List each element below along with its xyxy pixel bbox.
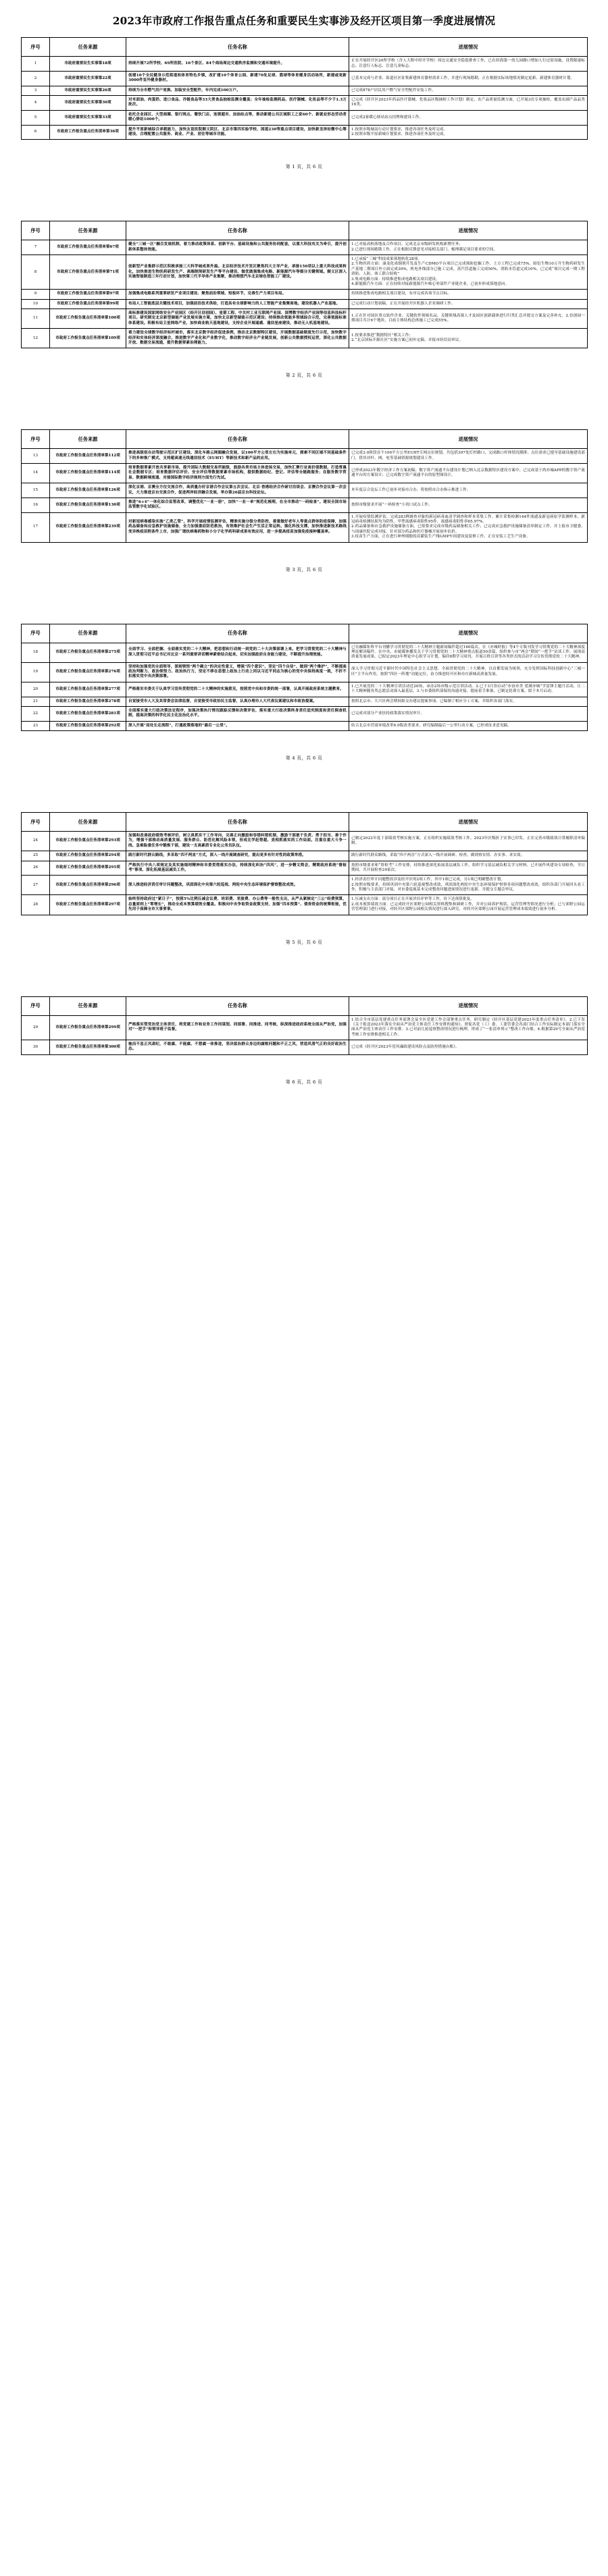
table-row: [22, 682, 588, 697]
cell-progress: 1.正在针对园区重点软件企业、关键软件领域名品、关键领域高端人才及园区创新载体进行归类汇总并提交方案及完善补充。2.信创园一期项目共计6个地块，目前主体结构总体施工已完成55%。: [349, 309, 588, 329]
column-header-name: 任务名称: [126, 221, 349, 240]
cell-index: 19: [22, 662, 50, 682]
cell-source: 市政府工作报告重点任务清单第109项: [50, 329, 126, 348]
cell-index: 28: [22, 895, 50, 915]
cell-task-name: 健全“三城一区”融合发展机制，着力推动政策体系、创新平台、基础设施和公共服务协同配套，以重大科技攻关为牵引，提升创新体系整体效能。: [126, 240, 349, 255]
column-header-name: 任务名称: [126, 38, 349, 57]
table-row: [22, 329, 588, 348]
cell-progress: 1.按照市级城南行动计划要求，推进各项任务及时完成。 2.按照市级平原新城计划要求，推进各项任务及时完成。: [349, 125, 588, 140]
page-content: [0, 781, 608, 965]
cell-progress: 已完成3.0阶段首个100平方公里EUHT专网点位规划，共包括307处灯控路口，完成路口杆体情况摸排；点位需求已提至基础设施建设部门，供其对杆、网、电等基础资源规划建设工作。: [349, 449, 588, 464]
table-row: [22, 96, 588, 111]
column-header-source: 任务来源: [50, 38, 126, 57]
cell-task-name: 全面落实重大行政决策法定程序，加强决策执行情况跟踪反馈和决策评估，落实重大行政决策终身责任追究制度和责任倒查机制，提高决策的科学化民主化法治化水平。: [126, 706, 349, 721]
page-footer: 第 2 页，共 6 页: [285, 373, 323, 379]
footer-gap: [21, 915, 587, 938]
page-content: [0, 190, 608, 398]
column-header-index: 序号: [22, 221, 50, 240]
cell-source: 市政府工作报告重点任务清单第294项: [50, 851, 126, 861]
cell-source: 市政府工作报告重点任务清单第100项: [50, 309, 126, 329]
cell-source: 市政府工作报告重点任务清单第71项: [50, 255, 126, 290]
column-header-index: 序号: [22, 996, 50, 1015]
cell-source: 市政府工作报告重点任务清单第67项: [50, 240, 126, 255]
cell-task-name: 践行新时代群众路线，多采取“四不两直”方式，深入一线开展调查研究，提出更多有针对性的政策举措。: [126, 851, 349, 861]
cell-source: 市政府工作报告重点任务清单第292项: [50, 721, 126, 730]
page-content: [0, 0, 608, 190]
cell-source: 市政府重要民生实事第33项: [50, 110, 126, 125]
cell-task-name: 深入推进经济责任审计问题整改，巩固深化中央第六轮巡视、两轮中央生态环境保护督察整改成效。: [126, 876, 349, 895]
table-body: [22, 449, 588, 542]
cell-progress: 已制定2022年度干部绩效考核实施方案，正在组织实施绩效考核工作。2023年区级折子实事已印发。正在完善市级绩效日常履职清单编制。: [349, 832, 588, 851]
cell-index: 1: [22, 57, 50, 72]
cell-index: 26: [22, 861, 50, 876]
table-row: [22, 240, 588, 255]
cell-progress: 已完成行动计划初稿。正在开展经开区机器人企业调研工作。: [349, 299, 588, 308]
cell-index: 20: [22, 682, 50, 697]
footer-gap: [21, 731, 587, 754]
page-content: [0, 593, 608, 782]
column-header-source: 任务来源: [50, 996, 126, 1015]
cell-task-name: 培育数据要素开放共享新市场，提升国际大数据交易所能级，鼓励各类市场主体进场交易，加快汇聚行业高价值数据，打造普惠社会数据专区；培育数据评估评价、安全评估等数据要素市场机构，提供数据经纪、登记、评估等全链路服务；在服务数字贸易、数据跨境流通、对接国际数字经济规则方面先行先试。: [126, 464, 349, 483]
cell-progress: 已完成878户居民用户燃气安全型配件安装工作。: [349, 86, 588, 95]
footer-gap: [21, 348, 587, 371]
cell-source: 市政府工作报告重点任务清单第299项: [50, 1015, 126, 1040]
page-bottom-gap: [21, 378, 587, 398]
document-page: [0, 593, 608, 782]
cell-source: 市政府工作报告重点任务清单第275项: [50, 643, 126, 662]
page-footer: 第 3 页，共 6 页: [285, 566, 323, 572]
column-header-name: 任务名称: [126, 813, 349, 832]
table-row: [22, 851, 588, 861]
document-page: [0, 965, 608, 1105]
table-row: [22, 876, 588, 895]
page-footer: 第 4 页，共 6 页: [285, 755, 323, 761]
cell-index: 29: [22, 1015, 50, 1040]
column-header-progress: 进展情况: [349, 996, 588, 1015]
cell-index: 22: [22, 706, 50, 721]
document-root: [0, 0, 608, 1105]
cell-source: 市政府工作报告重点任务清单第97项: [50, 290, 126, 299]
cell-source: 市政府工作报告重点任务清单第36项: [50, 125, 126, 140]
cell-index: 23: [22, 721, 50, 730]
cell-task-name: 严格落实管党治党主体责任，将党建工作和业务工作同谋划、同部署、同推进、同考核，纵深推进政府系统全面从严治党，加强对“一把手”和领导班子监督。: [126, 1015, 349, 1040]
cell-index: 30: [22, 1040, 50, 1055]
column-header-index: 序号: [22, 813, 50, 832]
cell-task-name: 驰而不息正风肃纪，不敢腐、不能腐、不想腐一体推进，坚决惩治群众身边的腐败问题和不正之风，营造风清气正的良好政治生态。: [126, 1040, 349, 1055]
cell-index: 15: [22, 483, 50, 498]
table-row: [22, 1015, 588, 1040]
cell-source: 市政府工作报告重点任务清单第293项: [50, 832, 126, 851]
cell-source: 市政府工作报告重点任务清单第297项: [50, 895, 126, 915]
cell-progress: 1.结合全市基层党建重点任务部署会及全区党建工作会部署重点任务，研究制定《经开区基层党建2023年度重点任务清单》。2.已下发《关于报送2023年落实全面从严治党主体责任工作安排的通知》，督促各党（工）委、工委管委会各部门结合工作实际制定本部门落实全面从严治党主体责任工作安排。3.已对前几轮巡察整改情况进行梳理，形成了“一张清单列示”整改工作台账。4.根据第29号全面从严治党考核工作安排推进相关工作。: [349, 1015, 588, 1040]
table-header-row: [22, 996, 588, 1015]
column-header-source: 任务来源: [50, 624, 126, 643]
pages-container: [0, 0, 608, 1105]
cell-task-name: 坚持和加强党的全面领导，深刻领悟“两个确立”的决定性意义，增强“四个意识”、坚定“四个自信”、做到“两个维护”，不断提高政治判断力、政治领悟力、政治执行力，坚定不移在思想上政治上行动上同以习近平同志为核心的党中央保持高度一致，不折不扣落实党中央决策部署。: [126, 662, 349, 682]
cell-progress: 1.开展疫情监测评估，完成283例调查对象的新冠病毒血清学调查和样本采集工作。累计采集检测144件流感及新冠病原学监测样本，新冠病毒检测结果均为阴性，甲型流感病毒阳性95件，流感病毒阳性率65.97%。 2.药品储备和应急救护设施储备方面，已按要求完成市级药品储备相关工作；已完成应急救护设施储备清单制定工作，并上报市卫健委。与国康医院完成对接，针对部分药品和医疗器械开展初步估价。 3.疫苗生产方面，正在进行神州细胞疫苗灌装生产线GMP车间建设及装修工作，正在安装工艺生产设备。: [349, 512, 588, 542]
cell-progress: 结合北京市营商环境改革6.0版改革要求，研究编制最后一公里行动方案，已形成征求意见稿。: [349, 721, 588, 730]
document-page: [0, 781, 608, 965]
cell-task-name: 始终坚持政府过“紧日子”，按照5%比例压减会议费、培训费、差旅费、办公费等一般性支出，从严从紧核定“三公”经费预算，总量原则上“零增长”，推动全成本预算绩效全覆盖。积极向中央争取资金政策支持，加强“四本预算”、债券资金的统筹衔接，优先用于保障全市大事要事。: [126, 895, 349, 915]
cell-task-name: 深入开展“局处长走流程”，打通政策落地的“最后一公里”。: [126, 721, 349, 730]
page-footer: 第 1 页，共 6 页: [285, 164, 323, 170]
table-body: [22, 57, 588, 140]
task-table: [21, 221, 588, 348]
page-title: 2023年市政府工作报告重点任务和重要民生实事涉及经开区项目第一季度进展情况: [112, 15, 496, 27]
cell-source: 市政府工作报告重点任务清单第112项: [50, 449, 126, 464]
page-bottom-gap: [21, 169, 587, 190]
cell-source: 市政府重要民生实事第26项: [50, 86, 126, 95]
cell-task-name: 推进“6+4”一体化综合监管改革，调整优化“一业一册”，加快“一业一单”规范化梳理，在全市推动“一码检查”。建设全国市场监管数字化试验区。: [126, 498, 349, 512]
cell-source: 市政府工作报告重点任务清单第281项: [50, 706, 126, 721]
table-row: [22, 706, 588, 721]
cell-task-name: 推进高级别自动驾驶示范区扩区建设、深化车路云网图融合发展，以100平方公里左右为实施单元，探索不同区域不同基础条件下的多种推广模式、支持超高速无线通信技术（EUHT）等新技术和新产品的应用。: [126, 449, 349, 464]
cell-index: 9: [22, 290, 50, 299]
cell-progress: 按照市级要求和“督检考”工作安排，持续推进深化拓展基层减负工作，组织学习基层减负相关学习材料。已开展作风建设专项检查，节日期间，共开展检查24家次。: [349, 861, 588, 876]
cell-source: 市政府工作报告重点任务清单第114项: [50, 464, 126, 483]
table-header: [22, 624, 588, 643]
table-body: [22, 832, 588, 915]
table-body: [22, 643, 588, 731]
page-content: [0, 398, 608, 592]
column-header-progress: 进展情况: [349, 624, 588, 643]
column-header-source: 任务来源: [50, 221, 126, 240]
table-row: [22, 299, 588, 308]
table-header: [22, 813, 588, 832]
cell-source: 市政府工作报告重点任务清单第300项: [50, 1040, 126, 1055]
cell-progress: 已形成2023年数字经济工作方案初稿；数字资产流通平台建设计划已纳入北京数据特区建设方案中；已完成基于尚亦城APP的数字资产流通平台的方案设计；已完成数字资产流通平台的原型图设计。: [349, 464, 588, 483]
column-header-name: 任务名称: [126, 430, 349, 449]
table-row: [22, 449, 588, 464]
cell-source: 市政府重要民生实事第18项: [50, 57, 126, 72]
footer-gap: [21, 140, 587, 163]
column-header-source: 任务来源: [50, 813, 126, 832]
cell-task-name: 自觉接受市人大及其常委会法律监督，自觉接受市政协民主监督，认真办理市人大代表议案建议和市政协提案。: [126, 697, 349, 706]
cell-source: 市政府工作报告重点任务清单第239项: [50, 512, 126, 542]
cell-progress: 已完成对部分产业扶持政策落实情况审计。: [349, 706, 588, 721]
cell-index: 10: [22, 299, 50, 308]
page-bottom-gap: [21, 572, 587, 593]
cell-index: 24: [22, 832, 50, 851]
cell-task-name: 严格落实市委关于认真学习宣传贯彻党的二十大精神的实施意见，按照党中央和市委的统一部署，认真开展政府系统主题教育。: [126, 682, 349, 697]
cell-task-name: 创新型产业集群示范区积极承接三大科学城成果外溢。北京经济技术开发区聚焦四大主导产业，承接150项以上重大科技成果转化，加快推进生物医药研发生产、高端制剂研发生产等平台建设、做优做强集成电路、新能源汽车等细分关键领域。顺义区深入实施智能制造三年行动计划，加快第三代半导体产业集聚，推动理想汽车北京绿色智能工厂建设。: [126, 255, 349, 290]
table-row: [22, 895, 588, 915]
cell-index: 27: [22, 876, 50, 895]
cell-progress: 1.已承接“三城”科技成果落地转化28项。 2.生物医药方面：康龙化成制剂开发及生产CDMO平台项目已完成预防挖掘工作，土方工程已完成75%。昭衍生物10万升生物药研发生产基地二期项目外立面完成30%，机电外线部分已施工完成。蒸汽管道施工完成50%，消防水管道完成10%。已完成“项目完成一期工程消防、人防、竣工联合验收” 3.集成电路方面：持续推进集成电路相关项目建设。 4.新能源汽车方面：正在持续对接新能源汽车核心零部件产业链企业，已初步形成落地意向。: [349, 255, 588, 290]
cell-task-name: 布局人工智能底层关键技术项目，加强前沿技术供给，打造具有全球影响力的人工智能产业集聚高地。建设机器人产业基地。: [126, 299, 349, 308]
page-top-spacer: [21, 593, 587, 624]
cell-source: 市政府工作报告重点任务清单第296项: [50, 876, 126, 895]
cell-source: 市政府工作报告重点任务清单第126项: [50, 483, 126, 498]
document-page: [0, 190, 608, 398]
table-header: [22, 38, 588, 57]
page-bottom-gap: [21, 1085, 587, 1105]
table-header-row: [22, 813, 588, 832]
task-table: [21, 429, 588, 542]
cell-progress: 已基本完成与企业、街道社区征集新建体育器材需求工作，并进行现场踏勘，正在根据实际场地情况制定更新、新建体育器材计划。: [349, 71, 588, 86]
cell-source: 市政府重要民生实事第22项: [50, 71, 126, 86]
table-header-row: [22, 221, 588, 240]
footer-gap: [21, 543, 587, 566]
column-header-name: 任务名称: [126, 996, 349, 1015]
column-header-progress: 进展情况: [349, 38, 588, 57]
table-header-row: [22, 38, 588, 57]
page-bottom-gap: [21, 945, 587, 965]
cell-progress: 践行新时代群众路线，采取“四不两直”方式深入一线开展调研、检查，做到察实情、办实事、求实效。: [349, 851, 588, 861]
cell-index: 17: [22, 512, 50, 542]
table-row: [22, 86, 588, 95]
page-footer: 第 6 页，共 6 页: [285, 1079, 323, 1085]
footer-gap: [21, 1055, 587, 1078]
table-row: [22, 57, 588, 72]
cell-task-name: 创建10个全民健身示范街道和体育特色乡镇，改扩建10个体育公园、新建70处足球、篮球等体育健身活动场所，新建或更新3000件室外健身器材。: [126, 71, 349, 86]
cell-task-name: 持续开展72所学校、69所医院、16个景区、84个商场周边交通秩序监测和交通环境提升。: [126, 57, 349, 72]
page-content: [0, 965, 608, 1105]
table-header: [22, 430, 588, 449]
cell-index: 8: [22, 255, 50, 290]
cell-source: 市政府工作报告重点任务清单第276项: [50, 662, 126, 682]
column-header-index: 序号: [22, 38, 50, 57]
column-header-progress: 进展情况: [349, 430, 588, 449]
cell-task-name: 对米面油、肉蛋奶、进口食品、冷链食品等33大类食品抽检监测全覆盖；全年抽检监测药品、医疗器械、化妆品等不少于1.3万批次。: [126, 96, 349, 111]
cell-source: 市政府工作报告重点任务清单第278项: [50, 697, 126, 706]
cell-task-name: 着力建设全球数字经济标杆城市，落实北京数字经济促进条例，推动北京数据特区建设，开展数据基础制度先行示范，加快数字经济和实体经济深度融合，推进数字产业化和产业数字化，推动数字经济全产业链发展，创新公共数据授权运营，深化公共数据开放、数据交易流通，提升数据要素治理能力。: [126, 329, 349, 348]
task-table: [21, 812, 588, 915]
cell-index: 4: [22, 96, 50, 111]
table-row: [22, 290, 588, 299]
cell-index: 14: [22, 464, 50, 483]
table-row: [22, 512, 588, 542]
table-row: [22, 71, 588, 86]
table-row: [22, 861, 588, 876]
cell-index: 11: [22, 309, 50, 329]
cell-task-name: 依托企业园区、大型商圈、银行网点、餐饮门店、连锁超市、加油站点等，推动新建公共区域职工之家60个、新就业形态劳动者暖心驿站1000个。: [126, 110, 349, 125]
task-table: [21, 37, 588, 140]
page-top-spacer: [21, 190, 587, 221]
column-header-name: 任务名称: [126, 624, 349, 643]
cell-source: 市政府重要民生实事第30项: [50, 96, 126, 111]
table-row: [22, 110, 588, 125]
cell-progress: 1.压减支出方面：部分项目正在开展评估评审等工作，待下达预算批复。 2.成本预算绩效方面：已完成经开区郊野公园相关资料搜集和调研工作，并对公园养护现状、运营管理等情况进行分析；已与郊野公园运营管理部门进行对接，对经开区郊野公园相关情况进行深入研究，对经开区郊野公园开展运营管理成本绩效进行初步分析。: [349, 895, 588, 915]
cell-progress: 深入学习贯彻习近平新时代中国特色社会主义思想，全面贯彻党的二十大精神，以首都发展为统领，充分发挥国际科技创新中心“三城一区”主平台作用，按照“四区一阵地”功能定位，奋力推进经开区和亦庄新城高质量发展。: [349, 662, 588, 682]
table-header: [22, 221, 588, 240]
column-header-index: 序号: [22, 624, 50, 643]
table-body: [22, 1015, 588, 1054]
cell-progress: 已完成《经开区2023年党风廉政建设风险点及防控措施台账》。: [349, 1040, 588, 1055]
cell-index: 7: [22, 240, 50, 255]
cell-index: 21: [22, 697, 50, 706]
cell-task-name: 深化京港、京澳全方位交流合作，高质量办好京港合作会议第五次会议、北京·香港经济合作研讨洽谈会、京澳合作会议第一次会议，大力推进京台交流合作，促进两岸经济融合发展，举办第26届京台科技论坛。: [126, 483, 349, 498]
document-page: [0, 0, 608, 190]
cell-source: 市政府工作报告重点任务清单第277项: [50, 682, 126, 697]
cell-source: 市政府工作报告重点任务清单第99项: [50, 299, 126, 308]
cell-progress: 已完成《经开区2023年药品医疗器械、化妆品区级抽检工作计划》制定，农产品质量监测方面，已开展3次专项抽检，覆盖农副产品品类16类。: [349, 96, 588, 111]
cell-progress: 已在融媒矩阵平台刊播学习贯彻党的二十大精神主题新闻稿件超过160篇次，在《亦城时报》等4个专版刊发学习贯彻党的二十大精神深度理论解读稿件。在中央、市属媒体播发关于学习贯彻党的二十大精神重点报道50余篇，组织参与市“两会”期间“一把手”访谈工作，展现高质量发展成果。已拟定2023年理论中心组学习计划，编印8期学习周刊，开展百姓宣讲等各类形式的活动学习宣传贯彻党的二十大精神。: [349, 643, 588, 662]
cell-progress: 1.已对接高校落地及合作项目、完成北京市级研发机构新增任务； 2.已进行现场踏勘工作，正在根据反馈意见对接相关部门，梳理满足项目要求的空间。: [349, 240, 588, 255]
cell-index: 18: [22, 643, 50, 662]
cell-task-name: 对新冠病毒感染实施“乙类乙管”，科学开展疫情监测评估，精准实施分级分类防控，着重做好老年人等重点群体防疫保障，加强药品储备和应急救护设施储备，全力加强重症防范救治，有效维护社会生产生活正常运转。强化科技支撑，加快推进新技术路线变异株疫苗附条件上市，加强广谱抗病毒药物和小分子化学药科研成果有效应用，进一步提高疫苗加强免疫接种覆盖率。: [126, 512, 349, 542]
cell-progress: 持续推进集成电路相关项目建设，有序完成各项节点目标。: [349, 290, 588, 299]
cell-progress: 1.已开展党的二十大精神宣讲活动近20场，承办2场市级示范宣讲活动。2.已于3月份启动“亦奋亦美 爱满亦城”学雷锋主题月活动，让二十大精神随各类志愿活动深入最基层。3.与市委组织部保持沟通对接，提前着手准备，已制定轮训方案，拟于本月启动。: [349, 682, 588, 697]
table-row: [22, 483, 588, 498]
task-table: [21, 624, 588, 732]
cell-index: 13: [22, 449, 50, 464]
table-row: [22, 721, 588, 730]
page-bottom-gap: [21, 761, 587, 781]
table-header-row: [22, 430, 588, 449]
table-row: [22, 643, 588, 662]
column-header-progress: 进展情况: [349, 813, 588, 832]
cell-task-name: 严格执行中央八项规定及其实施细则精神和市委贯彻落实办法，持续深化纠治“四风”，进一步精文简会，精简政府系统“督检考”事项、深化拓展基层减负工作。: [126, 861, 349, 876]
cell-task-name: 全面学习、全面把握、全面落实党的二十大精神，把思想和行动统一到党的二十大决策部署上来。把学习贯彻党的二十大精神与深入贯彻习近平总书记对北京一系列重要讲话精神紧密结合起来，切实加强政府自身能力建设，不断提升治理效能。: [126, 643, 349, 662]
cell-task-name: 加强和改善政府绩效考核评价，树立真抓实干工作导向，完善正向激励和容错纠错机制，激励干部敢干负责、勇于担当、善于作为，增强干部推动高质量发展、服务群众、防范化解风险本领，形成比学赶帮超、竞相抓落实的工作局面。注重在重大斗争一线、急难险重任务中锻炼干部，建设一支高素质专业化公务员队伍。: [126, 832, 349, 851]
cell-index: 3: [22, 86, 50, 95]
table-row: [22, 498, 588, 512]
column-header-source: 任务来源: [50, 430, 126, 449]
cell-index: 6: [22, 125, 50, 140]
table-row: [22, 464, 588, 483]
cell-progress: 正在开展经开区20所学校（含人大附中经开学校）周边交通安全隐患排查工作，已在经海第一幼儿园路口增加人行过街设施，设置限速标志、注意行人标志、注意儿童标志。: [349, 57, 588, 72]
cell-index: 12: [22, 329, 50, 348]
table-row: [22, 832, 588, 851]
cell-index: 5: [22, 110, 50, 125]
cell-source: 市政府工作报告重点任务清单第130项: [50, 498, 126, 512]
table-row: [22, 662, 588, 682]
document-page: [0, 398, 608, 592]
cell-task-name: 提升平原新城综合承载能力，加快友谊医院顺义院区、北京市第四实验学校、国道230等重点项目建设，加快新龙泽站微中心筹建设、合理配置公共服务、商业、产业、居住等城市功能。: [126, 125, 349, 140]
cell-index: 16: [22, 498, 50, 512]
cell-task-name: 高标准建设国家网络安全产业园区（经开区信创园）、星箭工程、中关村工业互联网产业园、国博数字经济产业园等信息科技标杆项目。研究制定北京新型储能产业发展实施方案，加快北京新型储能示范区建设；持续推动氢能多领域综合示范，完善氢能标准体系建设。积极布局卫星网络产业，加快商业航天基地建设，支持企业开展遥感、通信星座建设，推动无人机基地建设。: [126, 309, 349, 329]
cell-progress: 本年度京合论坛工作已初步对接市合办，将按照市合办指示推进工作。: [349, 483, 588, 498]
cell-progress: 1.经济责任审计问题整改涉及经开区的2项工作，其中1项已完成，另1项已明确整改计划。 2.按照市级要求，持续巩固中央第六轮巡视整改成效，巩固深化两轮中央生态环境保护督察各项问题整改成效，组织各部门开展回头看工作，积极与主责部门对接，对市委巡视基本完成整改问题进展情况进行更新，并提交专题会审议。: [349, 876, 588, 895]
table-row: [22, 697, 588, 706]
cell-progress: 按照市级要求开展“一码检查”小切口试点工作。: [349, 498, 588, 512]
page-footer: 第 5 页，共 6 页: [285, 939, 323, 945]
page-top-spacer: [21, 781, 587, 812]
cell-task-name: 加强集成电路系列重要研发产业项目建设、聚焦前沿领域、短板环节，完善生产力项目布局。: [126, 290, 349, 299]
table-header-row: [22, 624, 588, 643]
table-row: [22, 255, 588, 290]
cell-index: 2: [22, 71, 50, 86]
cell-task-name: 持续为全市燃气用户更换、加装安全型配件，年内完成100万户。: [126, 86, 349, 95]
column-header-progress: 进展情况: [349, 221, 588, 240]
cell-index: 25: [22, 851, 50, 861]
cell-progress: 已完成2家暖心驿站站点挂牌和建设工作。: [349, 110, 588, 125]
task-table: [21, 996, 588, 1055]
table-body: [22, 240, 588, 348]
column-header-index: 序号: [22, 430, 50, 449]
table-row: [22, 309, 588, 329]
cell-progress: 按照北京市、大兴区两会期间拟交办建议提案事项，已编制了相应分工方案，并组织各部门落实。: [349, 697, 588, 706]
cell-source: 市政府工作报告重点任务清单第295项: [50, 861, 126, 876]
table-row: [22, 1040, 588, 1055]
cell-progress: 1.按要求推进“数据特区”相关工作； 2.“北京国际开源社区”实施方案已初步定稿，并报市经信局审议。: [349, 329, 588, 348]
page-top-spacer: [21, 398, 587, 429]
page-top-spacer: [21, 965, 587, 996]
table-row: [22, 125, 588, 140]
table-header: [22, 996, 588, 1015]
